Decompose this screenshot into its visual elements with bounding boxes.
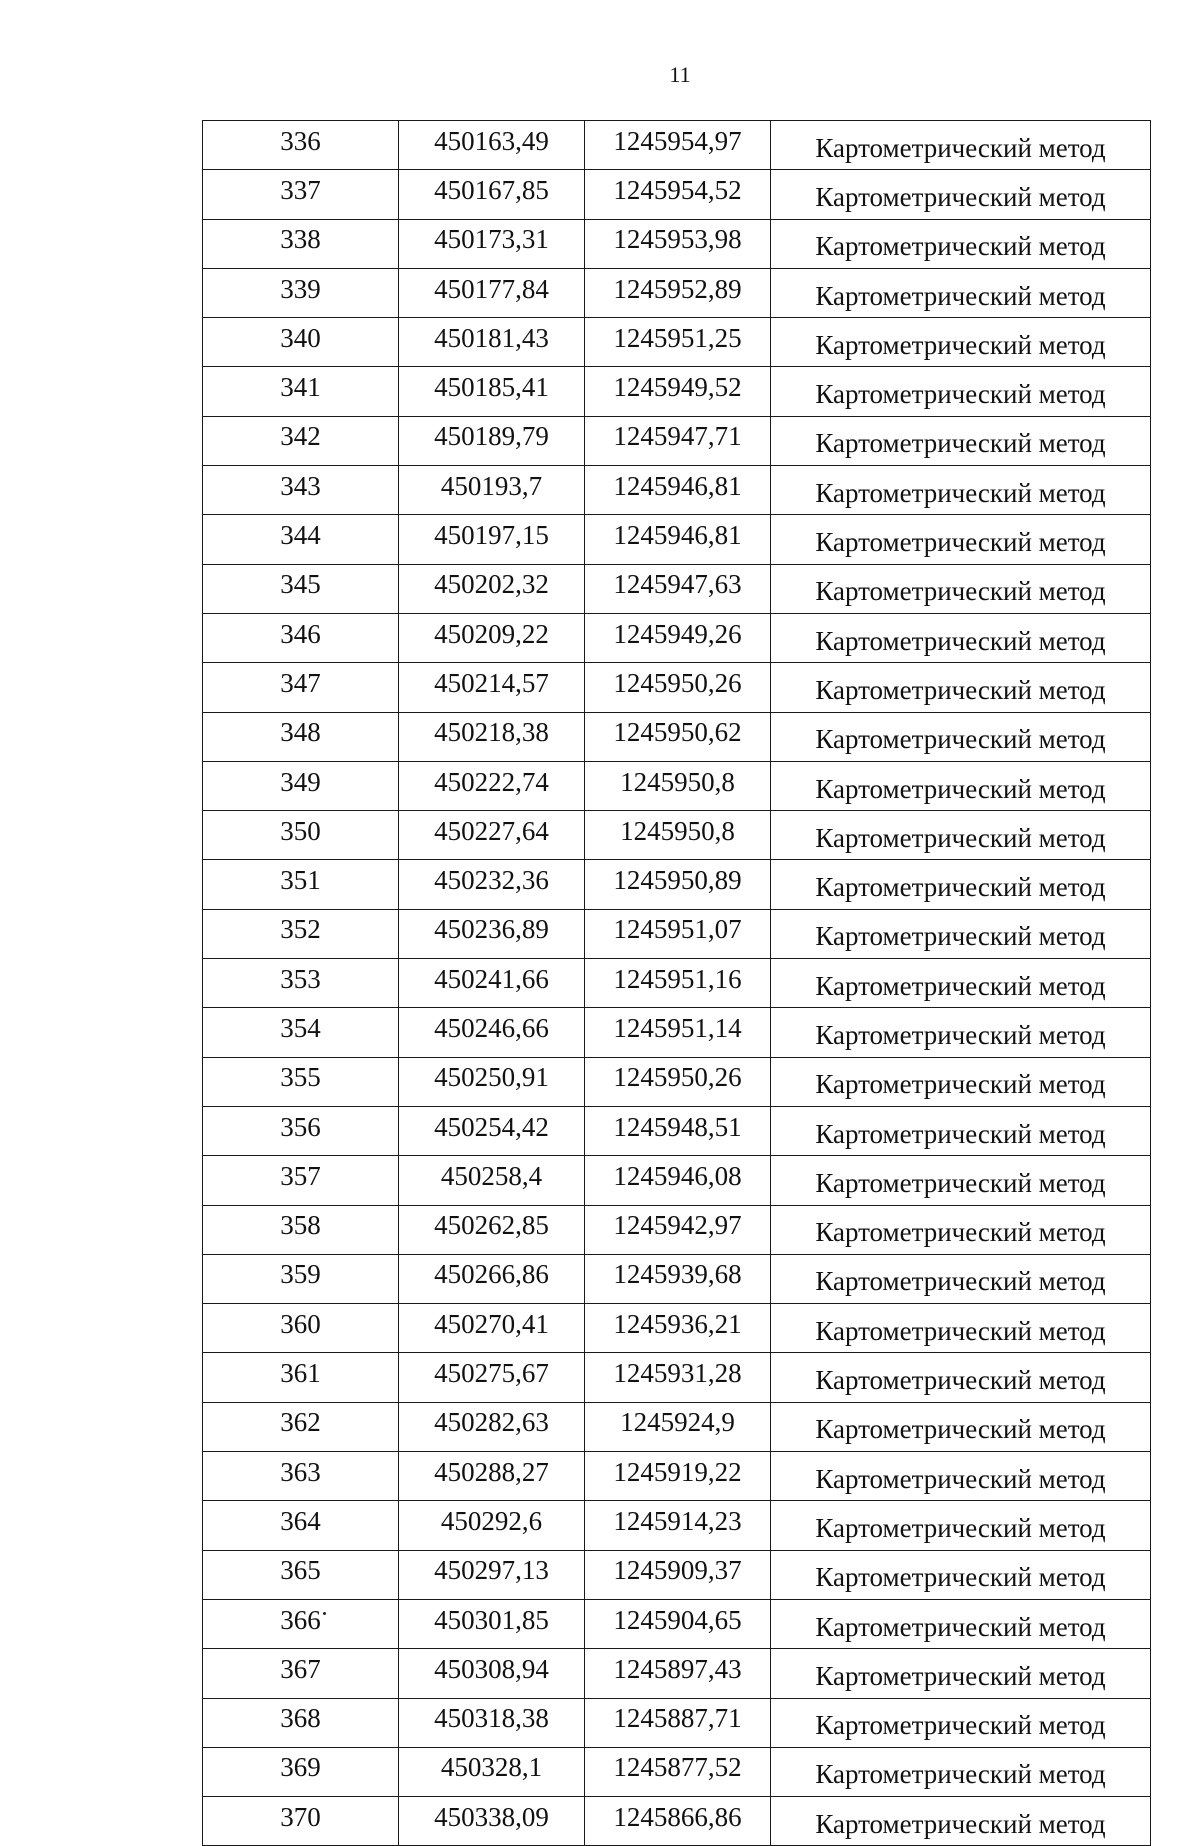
y-coordinate-cell: 1245877,52 [585, 1747, 771, 1796]
x-coordinate-cell: 450297,13 [399, 1550, 585, 1599]
x-coordinate-cell: 450197,15 [399, 515, 585, 564]
x-coordinate-cell: 450202,32 [399, 564, 585, 613]
point-number-cell: 347 [203, 663, 399, 712]
point-number-cell: 341 [203, 367, 399, 416]
x-coordinate-cell: 450209,22 [399, 613, 585, 662]
point-number-cell: 346 [203, 613, 399, 662]
y-coordinate-cell: 1245947,71 [585, 416, 771, 465]
x-coordinate-cell: 450282,63 [399, 1402, 585, 1451]
point-number-cell: 354 [203, 1008, 399, 1057]
point-number-cell: 337 [203, 170, 399, 219]
y-coordinate-cell: 1245950,8 [585, 811, 771, 860]
method-cell: Картометрический метод [771, 1698, 1151, 1747]
x-coordinate-cell: 450254,42 [399, 1106, 585, 1155]
table-row [203, 515, 1151, 564]
point-number-cell: 339 [203, 268, 399, 317]
x-coordinate-cell: 450301,85 [399, 1599, 585, 1648]
table-row [203, 811, 1151, 860]
x-coordinate-cell: 450270,41 [399, 1304, 585, 1353]
point-number-cell: 366 [203, 1599, 399, 1648]
table-row [203, 1402, 1151, 1451]
method-cell: Картометрический метод [771, 1452, 1151, 1501]
x-coordinate-cell: 450241,66 [399, 959, 585, 1008]
y-coordinate-cell: 1245866,86 [585, 1797, 771, 1846]
table-row [203, 564, 1151, 613]
x-coordinate-cell: 450275,67 [399, 1353, 585, 1402]
x-coordinate-cell: 450185,41 [399, 367, 585, 416]
y-coordinate-cell: 1245936,21 [585, 1304, 771, 1353]
y-coordinate-cell: 1245950,89 [585, 860, 771, 909]
y-coordinate-cell: 1245954,52 [585, 170, 771, 219]
y-coordinate-cell: 1245942,97 [585, 1205, 771, 1254]
method-cell: Картометрический метод [771, 1057, 1151, 1106]
y-coordinate-cell: 1245951,14 [585, 1008, 771, 1057]
table-row [203, 1501, 1151, 1550]
method-cell: Картометрический метод [771, 1304, 1151, 1353]
y-coordinate-cell: 1245949,52 [585, 367, 771, 416]
page-number: 11 [669, 62, 691, 87]
stray-mark [323, 1612, 326, 1615]
table-row [203, 1649, 1151, 1698]
point-number-cell: 367 [203, 1649, 399, 1698]
y-coordinate-cell: 1245946,08 [585, 1156, 771, 1205]
point-number-cell: 370 [203, 1797, 399, 1846]
y-coordinate-cell: 1245931,28 [585, 1353, 771, 1402]
point-number-cell: 369 [203, 1747, 399, 1796]
y-coordinate-cell: 1245887,71 [585, 1698, 771, 1747]
method-cell: Картометрический метод [771, 1747, 1151, 1796]
method-cell: Картометрический метод [771, 811, 1151, 860]
method-cell: Картометрический метод [771, 1353, 1151, 1402]
point-number-cell: 363 [203, 1452, 399, 1501]
method-cell: Картометрический метод [771, 712, 1151, 761]
table-row [203, 318, 1151, 367]
table-row [203, 1156, 1151, 1205]
x-coordinate-cell: 450214,57 [399, 663, 585, 712]
coordinates-table-body [203, 121, 1151, 1846]
x-coordinate-cell: 450177,84 [399, 268, 585, 317]
method-cell: Картометрический метод [771, 219, 1151, 268]
table-row [203, 959, 1151, 1008]
method-cell: Картометрический метод [771, 761, 1151, 810]
x-coordinate-cell: 450193,7 [399, 466, 585, 515]
point-number-cell: 357 [203, 1156, 399, 1205]
table-row [203, 1698, 1151, 1747]
x-coordinate-cell: 450218,38 [399, 712, 585, 761]
point-number-cell: 342 [203, 416, 399, 465]
x-coordinate-cell: 450250,91 [399, 1057, 585, 1106]
point-number-cell: 355 [203, 1057, 399, 1106]
table-row [203, 170, 1151, 219]
y-coordinate-cell: 1245950,26 [585, 1057, 771, 1106]
x-coordinate-cell: 450173,31 [399, 219, 585, 268]
table-row [203, 1797, 1151, 1846]
method-cell: Картометрический метод [771, 860, 1151, 909]
method-cell: Картометрический метод [771, 613, 1151, 662]
y-coordinate-cell: 1245914,23 [585, 1501, 771, 1550]
y-coordinate-cell: 1245951,25 [585, 318, 771, 367]
method-cell: Картометрический метод [771, 1649, 1151, 1698]
x-coordinate-cell: 450262,85 [399, 1205, 585, 1254]
point-number-cell: 348 [203, 712, 399, 761]
table-row [203, 1304, 1151, 1353]
y-coordinate-cell: 1245951,07 [585, 909, 771, 958]
method-cell: Картометрический метод [771, 268, 1151, 317]
point-number-cell: 338 [203, 219, 399, 268]
x-coordinate-cell: 450181,43 [399, 318, 585, 367]
x-coordinate-cell: 450167,85 [399, 170, 585, 219]
x-coordinate-cell: 450246,66 [399, 1008, 585, 1057]
coordinates-table [202, 120, 1151, 1846]
y-coordinate-cell: 1245948,51 [585, 1106, 771, 1155]
point-number-cell: 351 [203, 860, 399, 909]
method-cell: Картометрический метод [771, 909, 1151, 958]
table-row [203, 761, 1151, 810]
y-coordinate-cell: 1245952,89 [585, 268, 771, 317]
y-coordinate-cell: 1245951,16 [585, 959, 771, 1008]
table-row [203, 1452, 1151, 1501]
x-coordinate-cell: 450232,36 [399, 860, 585, 909]
point-number-cell: 368 [203, 1698, 399, 1747]
x-coordinate-cell: 450308,94 [399, 1649, 585, 1698]
method-cell: Картометрический метод [771, 416, 1151, 465]
method-cell: Картометрический метод [771, 1156, 1151, 1205]
y-coordinate-cell: 1245953,98 [585, 219, 771, 268]
x-coordinate-cell: 450222,74 [399, 761, 585, 810]
method-cell: Картометрический метод [771, 466, 1151, 515]
point-number-cell: 364 [203, 1501, 399, 1550]
x-coordinate-cell: 450266,86 [399, 1254, 585, 1303]
method-cell: Картометрический метод [771, 1106, 1151, 1155]
x-coordinate-cell: 450163,49 [399, 121, 585, 170]
method-cell: Картометрический метод [771, 367, 1151, 416]
x-coordinate-cell: 450292,6 [399, 1501, 585, 1550]
table-row [203, 1057, 1151, 1106]
y-coordinate-cell: 1245949,26 [585, 613, 771, 662]
x-coordinate-cell: 450236,89 [399, 909, 585, 958]
y-coordinate-cell: 1245950,26 [585, 663, 771, 712]
point-number-cell: 356 [203, 1106, 399, 1155]
method-cell: Картометрический метод [771, 1550, 1151, 1599]
y-coordinate-cell: 1245946,81 [585, 515, 771, 564]
method-cell: Картометрический метод [771, 121, 1151, 170]
table-row [203, 909, 1151, 958]
y-coordinate-cell: 1245939,68 [585, 1254, 771, 1303]
point-number-cell: 365 [203, 1550, 399, 1599]
point-number-cell: 359 [203, 1254, 399, 1303]
table-row [203, 268, 1151, 317]
method-cell: Картометрический метод [771, 564, 1151, 613]
y-coordinate-cell: 1245954,97 [585, 121, 771, 170]
method-cell: Картометрический метод [771, 1205, 1151, 1254]
table-row [203, 219, 1151, 268]
table-row [203, 1353, 1151, 1402]
point-number-cell: 361 [203, 1353, 399, 1402]
table-row [203, 663, 1151, 712]
method-cell: Картометрический метод [771, 663, 1151, 712]
table-row [203, 613, 1151, 662]
point-number-cell: 352 [203, 909, 399, 958]
point-number-cell: 345 [203, 564, 399, 613]
table-row [203, 466, 1151, 515]
method-cell: Картометрический метод [771, 1402, 1151, 1451]
point-number-cell: 340 [203, 318, 399, 367]
method-cell: Картометрический метод [771, 1797, 1151, 1846]
table-row [203, 1106, 1151, 1155]
table-row [203, 416, 1151, 465]
point-number-cell: 362 [203, 1402, 399, 1451]
method-cell: Картометрический метод [771, 959, 1151, 1008]
point-number-cell: 343 [203, 466, 399, 515]
table-row [203, 860, 1151, 909]
point-number-cell: 350 [203, 811, 399, 860]
table-row [203, 1008, 1151, 1057]
table-row [203, 1599, 1151, 1648]
table-row [203, 1550, 1151, 1599]
x-coordinate-cell: 450338,09 [399, 1797, 585, 1846]
y-coordinate-cell: 1245947,63 [585, 564, 771, 613]
y-coordinate-cell: 1245909,37 [585, 1550, 771, 1599]
x-coordinate-cell: 450288,27 [399, 1452, 585, 1501]
method-cell: Картометрический метод [771, 1599, 1151, 1648]
method-cell: Картометрический метод [771, 515, 1151, 564]
point-number-cell: 360 [203, 1304, 399, 1353]
table-row [203, 1747, 1151, 1796]
x-coordinate-cell: 450227,64 [399, 811, 585, 860]
x-coordinate-cell: 450189,79 [399, 416, 585, 465]
y-coordinate-cell: 1245950,62 [585, 712, 771, 761]
y-coordinate-cell: 1245897,43 [585, 1649, 771, 1698]
point-number-cell: 349 [203, 761, 399, 810]
method-cell: Картометрический метод [771, 1254, 1151, 1303]
y-coordinate-cell: 1245924,9 [585, 1402, 771, 1451]
y-coordinate-cell: 1245950,8 [585, 761, 771, 810]
method-cell: Картометрический метод [771, 318, 1151, 367]
y-coordinate-cell: 1245946,81 [585, 466, 771, 515]
method-cell: Картометрический метод [771, 170, 1151, 219]
x-coordinate-cell: 450258,4 [399, 1156, 585, 1205]
x-coordinate-cell: 450328,1 [399, 1747, 585, 1796]
method-cell: Картометрический метод [771, 1008, 1151, 1057]
table-row [203, 121, 1151, 170]
y-coordinate-cell: 1245904,65 [585, 1599, 771, 1648]
point-number-cell: 353 [203, 959, 399, 1008]
table-row [203, 712, 1151, 761]
point-number-cell: 358 [203, 1205, 399, 1254]
y-coordinate-cell: 1245919,22 [585, 1452, 771, 1501]
table-row [203, 367, 1151, 416]
table-row [203, 1254, 1151, 1303]
x-coordinate-cell: 450318,38 [399, 1698, 585, 1747]
point-number-cell: 344 [203, 515, 399, 564]
point-number-cell: 336 [203, 121, 399, 170]
method-cell: Картометрический метод [771, 1501, 1151, 1550]
table-row [203, 1205, 1151, 1254]
